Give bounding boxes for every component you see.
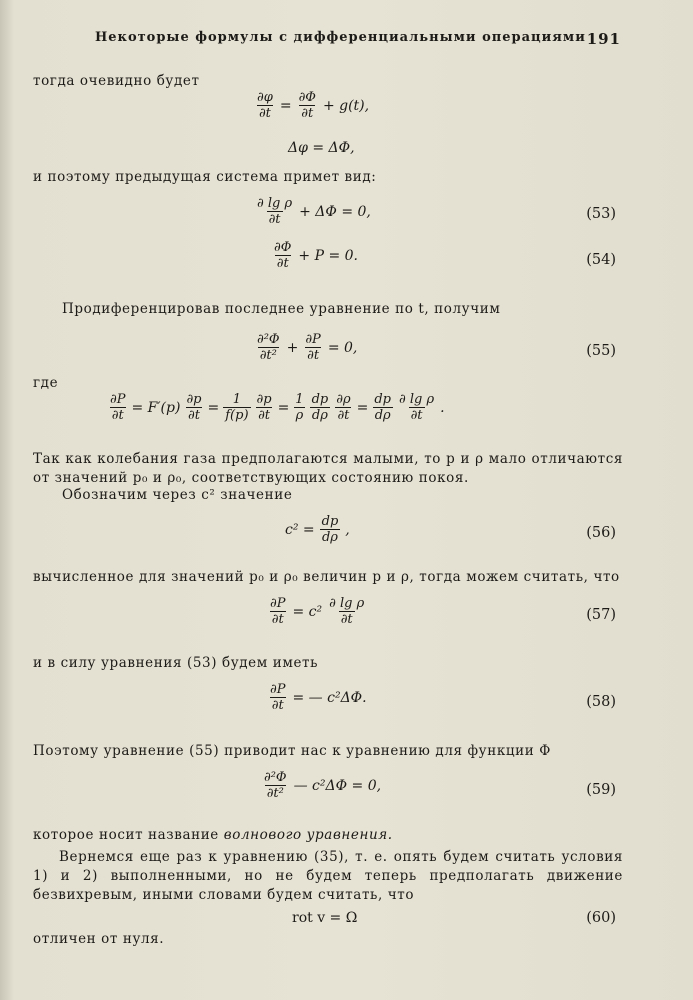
equation-58: $\frac{\partial P}{\partial t}$ = — c²ΔΦ. <box>270 682 367 713</box>
equation-53: $\frac{\text{∂ lg ρ}}{\partial t}$ + ΔΦ = 0, <box>257 196 371 227</box>
paragraph-denote: Обозначим через c² значение <box>62 487 293 503</box>
page-number: 191 <box>586 30 621 48</box>
equation-59: $\frac{\text{∂²Φ}}{\text{∂t²}}$ — c²ΔΦ = 0, <box>264 770 382 801</box>
equation-54: $\frac{\partial\Phi}{\partial t}$ + P = 0. <box>274 240 358 271</box>
paragraph-differentiate: Продиференцировав последнее уравнение по t, получим <box>62 301 501 317</box>
equation-55: $\frac{\text{∂²Φ}}{\text{∂t²}}$ + $\frac{\partial P}{\partial t}$ = 0, <box>257 332 358 363</box>
paragraph-by-53: и в силу уравнения (53) будем иметь <box>33 655 319 671</box>
paragraph-where: где <box>33 375 59 391</box>
equation-laplace-phi: Δφ = ΔΦ, <box>288 140 355 156</box>
paragraph-system: и поэтому предыдущая система примет вид: <box>33 169 377 185</box>
paragraph-computed: вычисленное для значений p₀ и ρ₀ величин p и ρ, тогда можем считать, что <box>33 569 620 585</box>
paragraph-wave: Поэтому уравнение (55) приводит нас к уравнению для функции Φ <box>33 743 551 759</box>
equation-number-60: (60) <box>586 910 616 926</box>
paragraph-small-oscillations: Так как колебания газа предполагаются малыми, то p и ρ мало отличаются от значений p₀ и ρ₀, соответствующих состоянию покоя. <box>33 451 623 486</box>
paragraph-return: Вернемся еще раз к уравнению (35), т. е. опять будем считать условия 1) и 2) выполненными, но не будем теперь предполагать движение безвихревым, иными словами будем считать, что <box>33 849 623 903</box>
equation-phi-derivative: $\frac{\partial\varphi}{\partial t}$ = $\frac{\partial\Phi}{\partial t}$ + g(t), <box>257 90 370 121</box>
equation-number-54: (54) <box>586 252 616 268</box>
equation-number-56: (56) <box>586 525 616 541</box>
term-wave-equation: волнового уравнения. <box>223 827 393 843</box>
equation-number-55: (55) <box>586 343 616 359</box>
equation-number-53: (53) <box>586 206 616 222</box>
paragraph-nonzero: отличен от нуля. <box>33 931 165 947</box>
header-title: Некоторые формулы с дифференциальными операциями <box>95 30 586 45</box>
equation-number-59: (59) <box>586 782 616 798</box>
equation-56: c² = $\frac{dp}{d\rho}$ , <box>285 514 350 545</box>
paragraph-wave-name: которое носит название волнового уравнения. <box>33 827 393 843</box>
equation-57: $\frac{\partial P}{\partial t}$ = c² $\frac{\text{∂ lg ρ}}{\partial t}$ <box>270 596 365 627</box>
paragraph-intro: тогда очевидно будет <box>33 73 200 89</box>
equation-number-57: (57) <box>586 607 616 623</box>
equation-60: rot v = Ω <box>292 910 358 926</box>
equation-number-58: (58) <box>586 694 616 710</box>
equation-pressure-chain: $\frac{\partial P}{\partial t}$ = F′(p) $\frac{\partial p}{\partial t}$ = $\frac{1}{f(p)}$ $\frac{\partial p}{\partial t}$ = $\frac{1}{\rho}$ $\frac{dp}{d\rho}$ $\frac{\partial\rho}{\partial t}$ = $\frac{dp}{d\rho}$ $\frac{\text{∂ lg ρ}}{\partial t}$ . <box>110 392 445 423</box>
